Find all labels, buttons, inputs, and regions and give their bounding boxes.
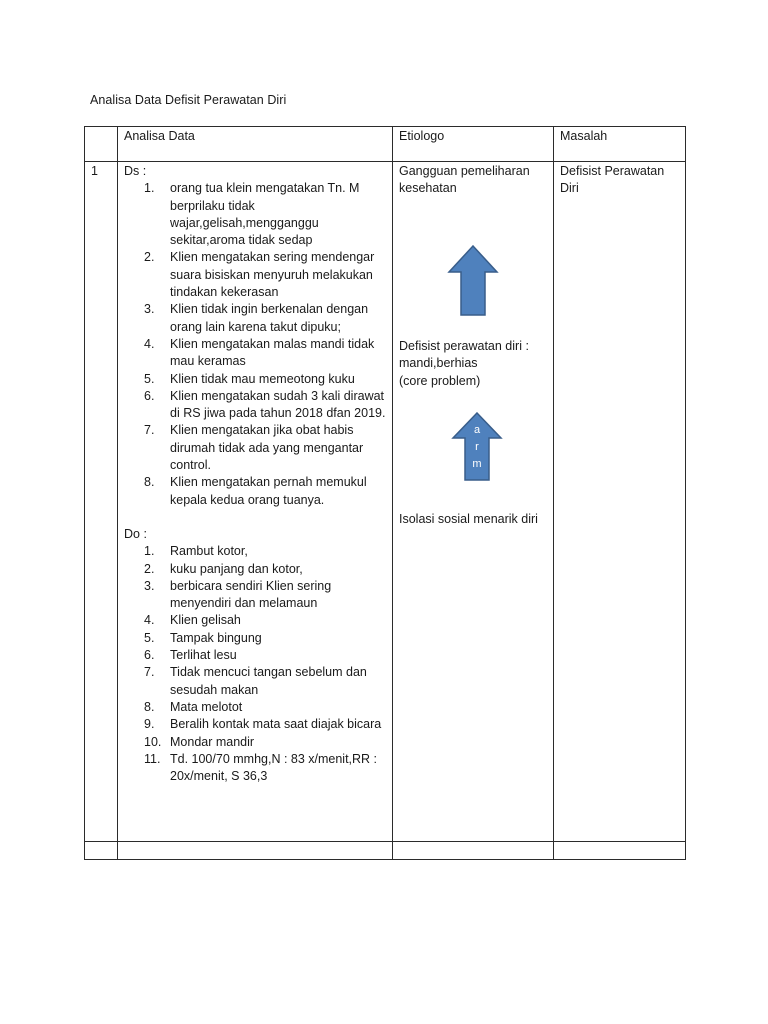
list-number: 2. [144,561,155,576]
etiologi-cause: Isolasi sosial menarik diri [399,512,538,526]
table-row [85,842,686,860]
list-text: Klien mengatakan sering mendengar suara bisiskan menyuruh melakukan tindakan kekerasan [170,250,375,300]
list-item [144,751,386,786]
table-header-row [85,127,686,162]
document-title: Analisa Data Defisit Perawatan Diri [90,93,287,107]
etiologi-core-note: (core problem) [399,374,481,388]
list-item [144,249,386,301]
list-text: berbicara sendiri Klien sering menyendiri dan melamaun [170,578,332,611]
masalah-cell: Defisist Perawatan Diri [554,162,686,842]
list-text: orang tua klein mengatakan Tn. M berprilaku tidak wajar,gelisah,mengganggu sekitar,aroma tidak sedap [170,181,360,248]
list-number: 1. [144,181,155,196]
list-number: 4. [144,336,155,351]
list-item [144,630,386,647]
do-list [124,543,386,785]
list-number: 4. [144,613,155,628]
arrow-letter: a [473,424,481,436]
ds-label: Ds : [124,164,147,178]
list-text: Rambut kotor, [170,544,248,559]
list-item [144,561,386,578]
table-row [85,162,686,842]
list-number: 2. [144,250,155,265]
etiologi-cell [393,162,554,842]
list-text: Mondar mandir [170,734,255,749]
list-item [144,474,386,509]
list-text: Tidak mencuci tangan sebelum dan sesudah makan [170,665,367,697]
list-item [144,716,386,733]
list-text: Tampak bingung [170,630,262,645]
list-number: 9. [144,717,155,732]
list-number: 7. [144,665,155,680]
list-number: 11. [144,751,161,766]
list-number: 7. [144,423,155,438]
list-item [144,578,386,613]
header-analisa: Analisa Data [118,127,393,162]
list-number: 3. [144,578,155,593]
arrow-letter: r [475,441,479,453]
list-text: Klien gelisah [170,613,241,628]
analysis-table [84,126,686,860]
list-item [144,543,386,560]
list-item [144,734,386,751]
list-number: 1. [144,544,155,559]
list-number: 8. [144,699,155,714]
list-item [144,422,386,474]
list-item [144,336,386,371]
list-number: 5. [144,630,155,645]
list-text: kuku panjang dan kotor, [170,561,303,576]
list-text: Mata melotot [170,699,243,714]
list-text: Klien mengatakan pernah memukul kepala kedua orang tuanya. [170,475,367,507]
list-number: 10. [144,734,162,749]
list-text: Terlihat lesu [170,648,237,663]
header-etiologi: Etiologo [393,127,554,162]
list-number: 6. [144,388,155,403]
list-item [144,371,386,388]
etiologi-core: Defisist perawatan diri : mandi,berhias [399,339,529,371]
row-number: 1 [85,162,118,842]
list-number: 8. [144,475,155,490]
list-text: Klien mengatakan malas mandi tidak mau keramas [170,336,375,369]
up-arrow-icon [447,245,499,317]
analisa-cell [118,162,393,842]
header-no [85,127,118,162]
list-text: Klien mengatakan sudah 3 kali dirawat di RS jiwa pada tahun 2018 dfan 2019. [170,388,386,421]
list-item [144,647,386,664]
list-item [144,180,386,249]
list-item [144,664,386,699]
list-number: 6. [144,648,155,663]
ds-list [124,180,386,509]
etiologi-effect: Gangguan pemeliharan kesehatan [399,164,530,196]
list-text: Klien tidak mau memeotong kuku [170,371,355,386]
list-item [144,301,386,336]
arrow-letter: m [472,458,482,470]
list-text: Klien tidak ingin berkenalan dengan orang lain karena takut dipuku; [170,302,369,334]
list-item [144,699,386,716]
list-text: Klien mengatakan jika obat habis dirumah tidak ada yang mengantar control. [170,423,364,473]
list-number: 3. [144,302,155,317]
do-label: Do : [124,526,147,541]
list-item [144,388,386,423]
list-text: Beralih kontak mata saat diajak bicara [170,717,382,732]
header-masalah: Masalah [554,127,686,162]
list-number: 5. [144,371,155,386]
list-item [144,612,386,629]
list-text: Td. 100/70 mmhg,N : 83 x/menit,RR : 20x/menit, S 36,3 [170,751,378,784]
